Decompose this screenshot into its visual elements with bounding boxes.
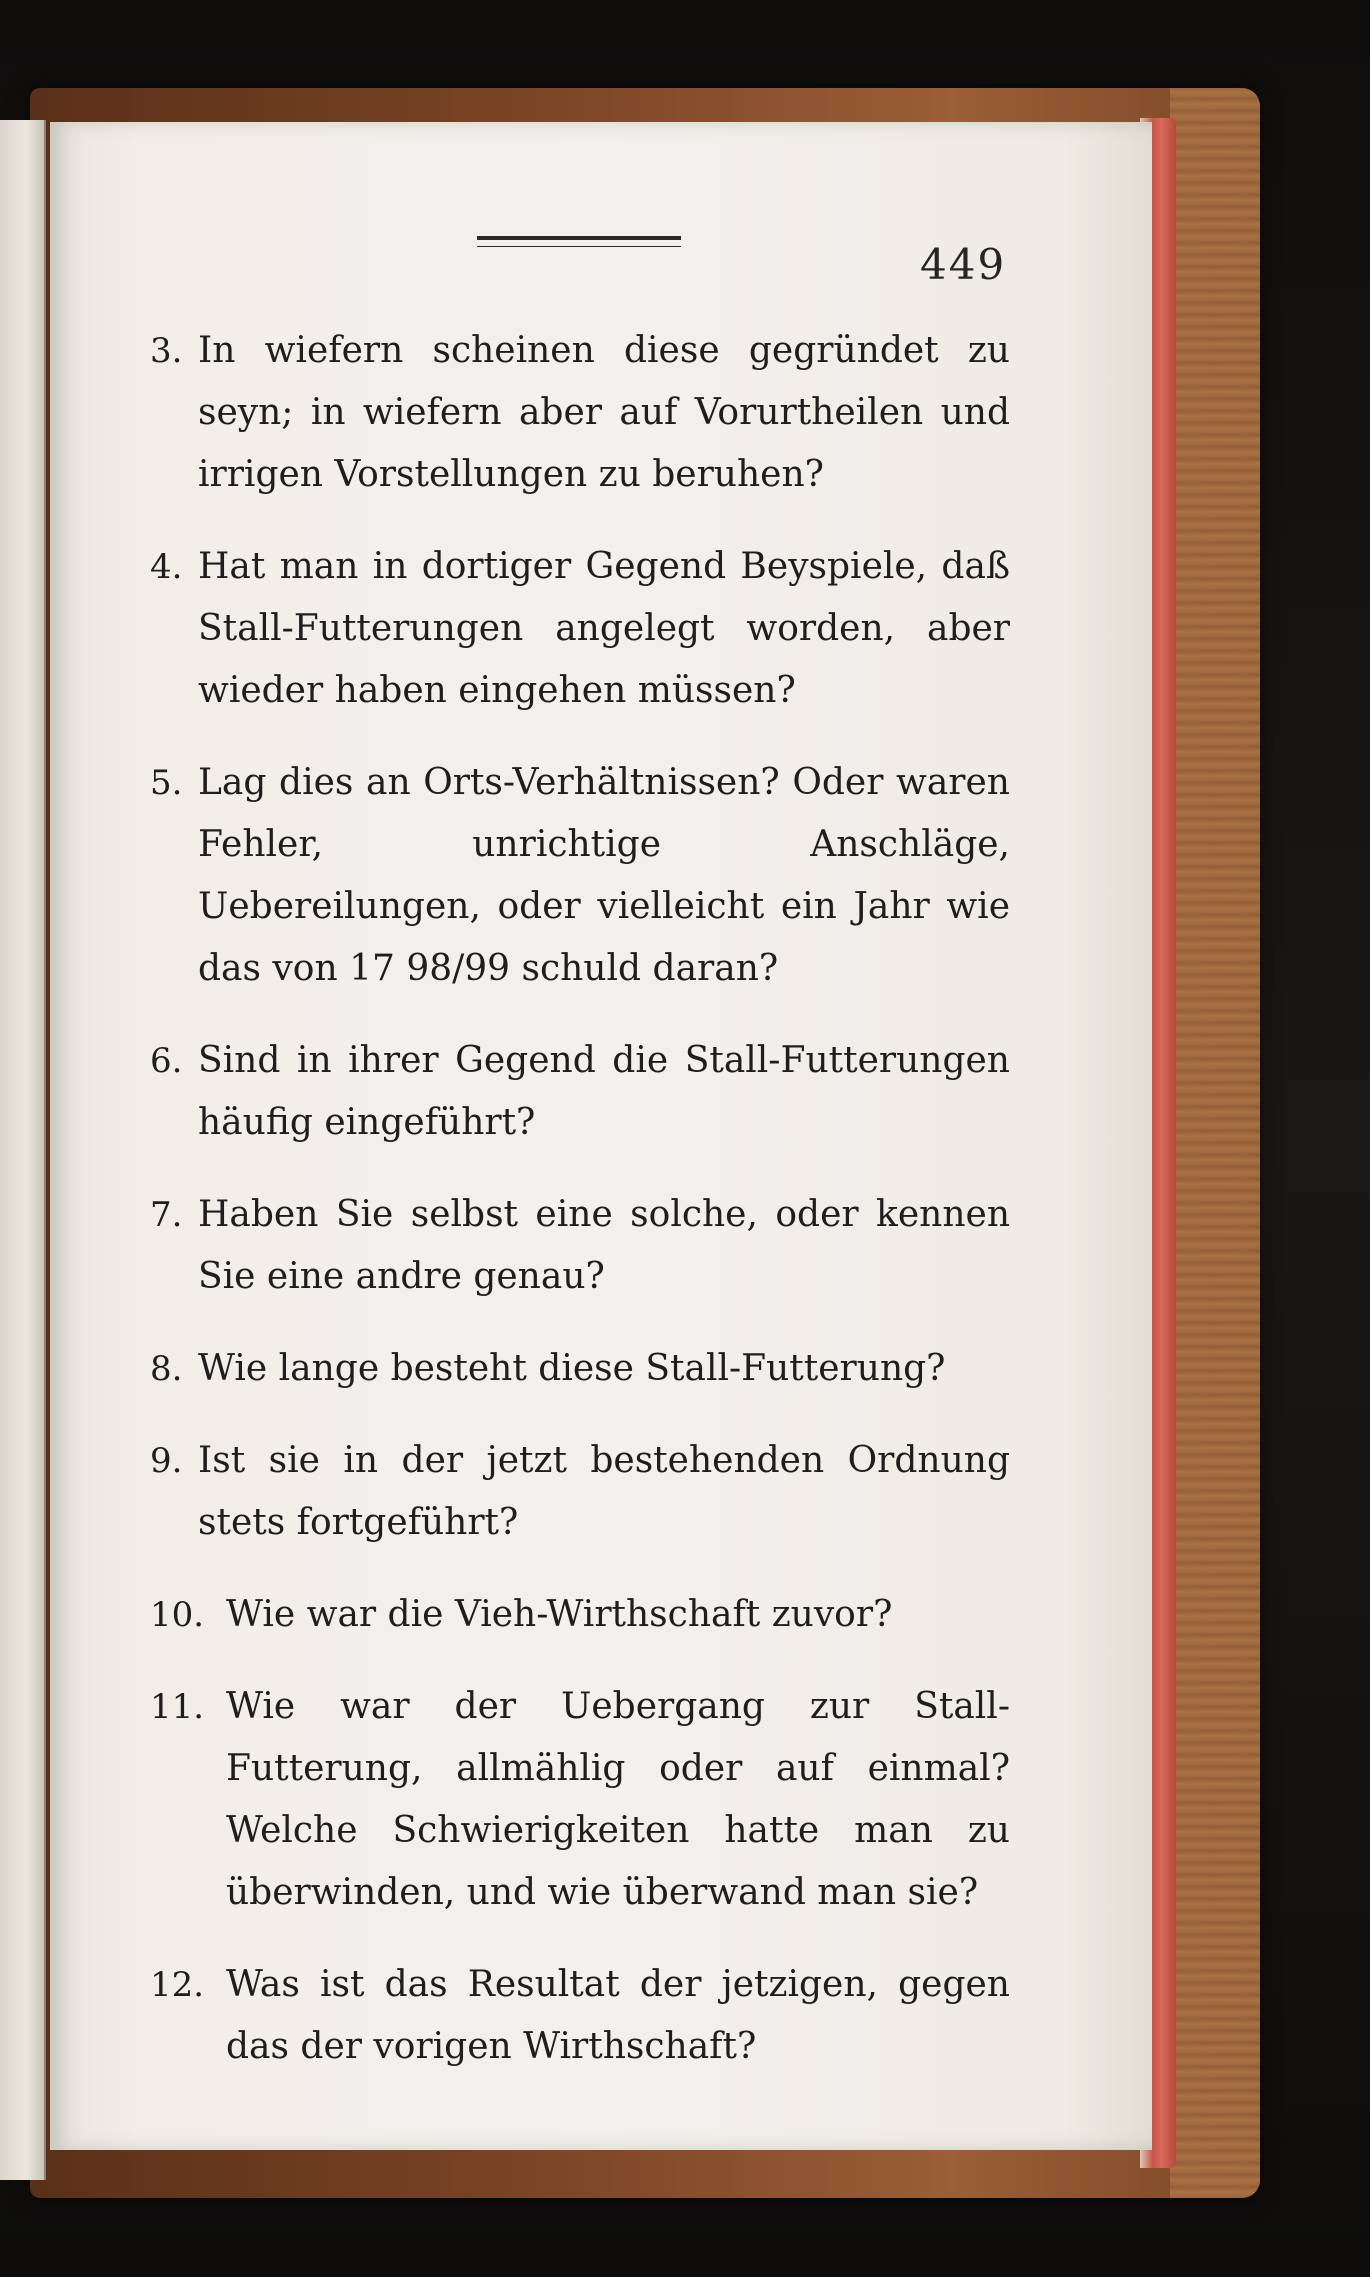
- question-item: [150, 752, 1010, 1000]
- question-item: [150, 1184, 1010, 1308]
- question-number: 8.: [150, 1349, 183, 1389]
- question-text: Sind in ihrer Gegend die Stall-Futterungen häufig eingeführt?: [198, 1040, 1010, 1143]
- question-number: 9.: [150, 1441, 183, 1481]
- question-number: 4.: [150, 547, 183, 587]
- left-page-edge: [0, 120, 46, 2180]
- question-item: [150, 536, 1010, 722]
- question-text: Wie war die Vieh-Wirthschaft zuvor?: [226, 1594, 893, 1635]
- header-rule: [477, 236, 681, 240]
- question-text: Wie lange besteht diese Stall-Futterung?: [198, 1348, 946, 1389]
- question-list: [150, 320, 1010, 2108]
- question-text: Lag dies an Orts-Verhältnissen? Oder waren Fehler, unrichtige Anschläge, Uebereilungen, oder vielleicht ein Jahr wie das von 17 98/99 schuld daran?: [198, 762, 1010, 989]
- question-number: 11.: [150, 1687, 205, 1727]
- page-number: 449: [920, 240, 1007, 289]
- question-item: [150, 1430, 1010, 1554]
- question-number: 7.: [150, 1195, 183, 1235]
- question-number: 12.: [150, 1965, 205, 2005]
- question-text: Wie war der Uebergang zur Stall-Futterung, allmählig oder auf einmal? Welche Schwierigkeiten hatte man zu überwinden, und wie überwand man sie?: [226, 1686, 1010, 1913]
- question-number: 10.: [150, 1595, 205, 1635]
- question-number: 6.: [150, 1041, 183, 1081]
- question-item: [150, 320, 1010, 506]
- question-number: 5.: [150, 763, 183, 803]
- question-text: Haben Sie selbst eine solche, oder kennen Sie eine andre genau?: [198, 1194, 1010, 1297]
- question-text: Was ist das Resultat der jetzigen, gegen das der vorigen Wirthschaft?: [226, 1964, 1010, 2067]
- question-text: In wiefern scheinen diese gegründet zu seyn; in wiefern aber auf Vorurtheilen und irrigen Vorstellungen zu beruhen?: [198, 330, 1010, 495]
- question-text: Ist sie in der jetzt bestehenden Ordnung stets fortgeführt?: [198, 1440, 1010, 1543]
- question-item: [150, 1338, 1010, 1400]
- question-item: [150, 1676, 1010, 1924]
- question-number: 3.: [150, 331, 183, 371]
- question-item: [150, 1584, 1010, 1646]
- question-item: [150, 1954, 1010, 2078]
- question-text: Hat man in dortiger Gegend Beyspiele, daß Stall-Futterungen angelegt worden, aber wieder haben eingehen müssen?: [198, 546, 1010, 711]
- question-item: [150, 1030, 1010, 1154]
